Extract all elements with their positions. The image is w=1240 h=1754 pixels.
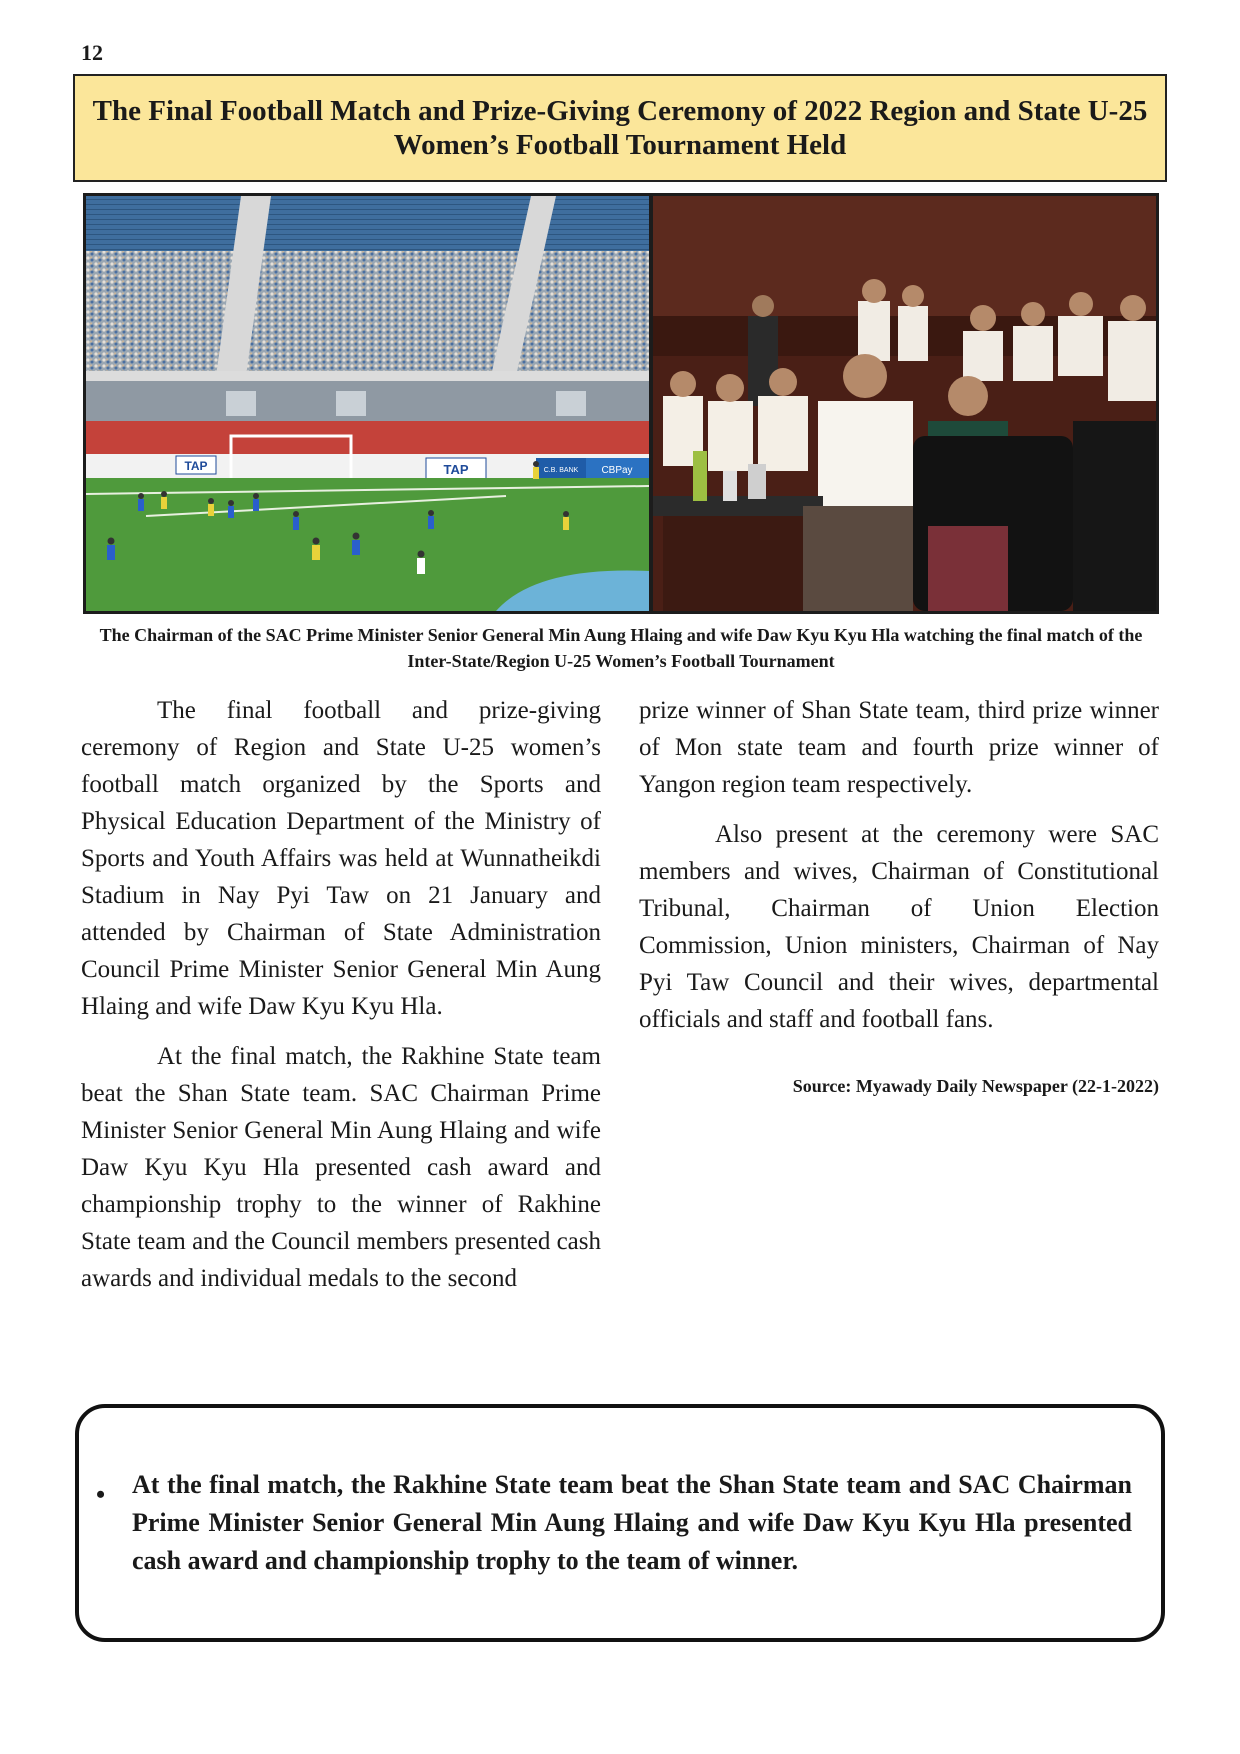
dignitaries-photo: [653, 196, 1156, 611]
article-source: Source: Myawady Daily Newspaper (22-1-2022): [792, 1076, 1159, 1096]
article-paragraph: Also present at the ceremony were SAC members and wives, Chairman of Constitutional Tribunal, Chairman of Union Election Commission, Union ministers, Chairman of Nay Pyi Taw Council and their wives, departmental officials and staff and football fans.: [639, 821, 1159, 1033]
article-title: The Final Football Match and Prize-Giving Ceremony of 2022 Region and State U-25 Women’s Football Tournament Held: [92, 95, 1148, 161]
article-paragraph: The final football and prize-giving ceremony of Region and State U-25 women’s football match organized by the Sports and Physical Education Department of the Ministry of Sports and Youth Affairs was held at Wunnatheikdi Stadium in Nay Pyi Taw on 21 January and attended by Chairman of State Administration Council Prime Minister Senior General Min Aung Hlaing and wife Daw Kyu Kyu Hla.: [81, 697, 601, 1020]
article-paragraph: prize winner of Shan State team, third prize winner of Mon state team and fourth prize winner of Yangon region team respectively.: [639, 697, 1159, 798]
ad-banner-tap-2: TAP: [443, 462, 469, 477]
ad-banner-cb-bank: C.B. BANK: [543, 467, 579, 474]
article-column-right: [639, 692, 1159, 1112]
photo-caption: The Chairman of the SAC Prime Minister Senior General Min Aung Hlaing and wife Daw Kyu Kyu Hla watching the final match of the Inter-State/Region U-25 Women’s Football Tournament: [99, 625, 1143, 671]
football-match-photo: [86, 196, 649, 611]
ad-banner-cbpay: CBPay: [601, 465, 633, 476]
page-number: 12: [81, 40, 103, 65]
article-paragraph: At the final match, the Rakhine State team beat the Shan State team. SAC Chairman Prime Minister Senior General Min Aung Hlaing and wife Daw Kyu Kyu Hla presented cash award and championship trophy to the winner of Rakhine State team and the Council members presented cash awards and individual medals to the second: [81, 1043, 601, 1292]
stadium-illustration: [86, 196, 649, 611]
ad-banner-tap-1: TAP: [184, 459, 208, 473]
highlight-box: [75, 1404, 1165, 1642]
article-column-left: [81, 692, 601, 1310]
photo-frame: [83, 193, 1159, 614]
bullet-icon: •: [96, 1480, 106, 1509]
spectators-illustration: [653, 196, 1156, 611]
highlight-text: At the final match, the Rakhine State team beat the Shan State team and SAC Chairman Prime Minister Senior General Min Aung Hlaing and wife Daw Kyu Kyu Hla presented cash award and championship trophy to the team of winner.: [132, 1470, 1132, 1575]
article-title-box: [73, 74, 1167, 182]
